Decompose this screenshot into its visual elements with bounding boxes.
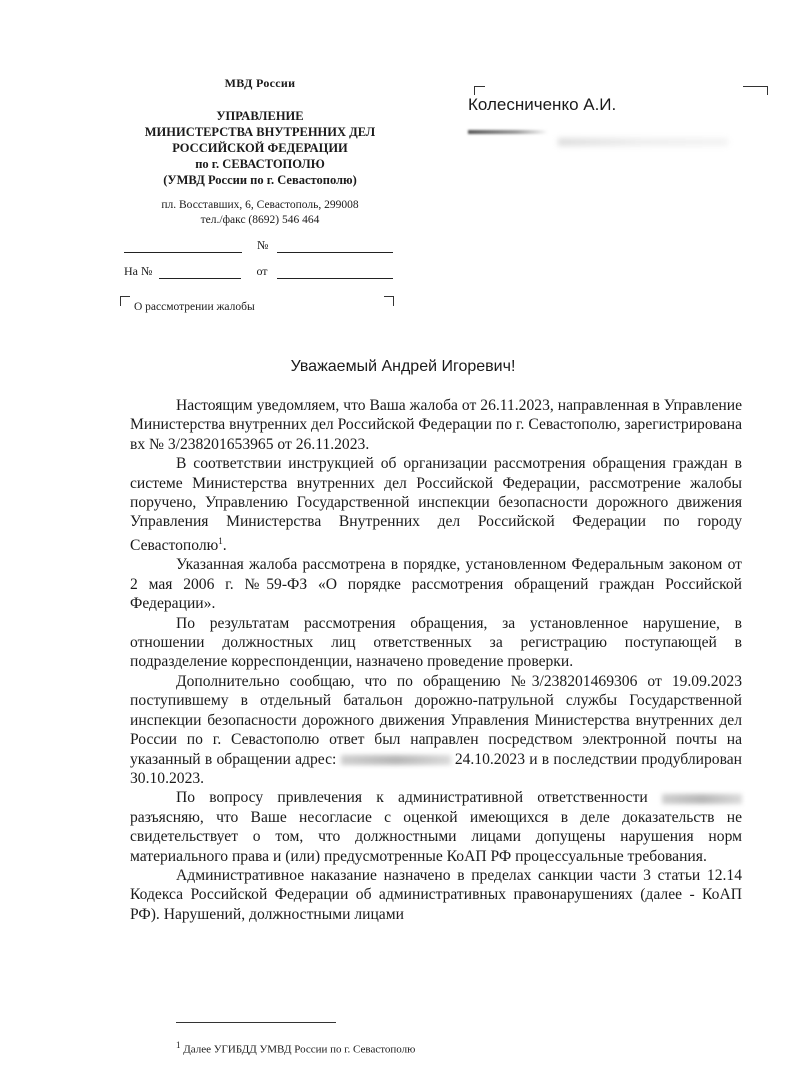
footnote-text: Далее УГИБДД УМВД России по г. Севастополю	[183, 1043, 416, 1056]
corner-mark	[384, 296, 394, 306]
paragraph	[130, 396, 742, 454]
date-blank	[124, 240, 242, 253]
dept-line: (УМВД России по г. Севастополю)	[163, 173, 357, 187]
footnote	[176, 1040, 415, 1056]
paragraph-text: Настоящим уведомляем, что Ваша жалоба от 26.11.2023, направленная в Управление Министерства внутренних дел Российской Федерации по г. Севастополю, зарегистрирована вх № 3/238201653965 от 26.11.2023.	[130, 397, 742, 453]
on-number-label: На №	[124, 264, 153, 278]
department-name	[110, 108, 410, 188]
recipient-block	[468, 86, 768, 156]
paragraph-text: Указанная жалоба рассмотрена в порядке, установленном Федеральным законом от 2 мая 2006 г. №59-ФЗ «О порядке рассмотрения обращений граждан Российской Федерации».	[130, 556, 742, 613]
reference-row	[124, 264, 393, 279]
dept-line: МИНИСТЕРСТВА ВНУТРЕННИХ ДЕЛ	[144, 125, 376, 139]
corner-mark	[474, 86, 485, 95]
on-number-blank	[159, 266, 241, 279]
number-blank	[277, 240, 393, 253]
footnote-divider	[176, 1022, 336, 1023]
corner-mark	[120, 296, 130, 306]
dept-line: РОССИЙСКОЙ ФЕДЕРАЦИИ	[172, 141, 348, 155]
paragraph	[130, 788, 742, 866]
from-date-blank	[277, 266, 393, 279]
from-label: от	[256, 264, 268, 278]
recipient-name: Колесниченко А.И.	[468, 95, 617, 114]
paragraph	[130, 672, 742, 788]
paragraph	[130, 614, 742, 672]
letter-body	[130, 396, 742, 924]
paragraph-text: 24.10.2023 и в последствии продублирован 30.10.2023.	[130, 750, 742, 787]
sender-address	[110, 198, 410, 228]
paragraph-text: В соответствии инструкцией об организации рассмотрения обращения граждан в системе Министерства внутренних дел Российской Федерации, рассмотрение жалобы поручено, Управлению Государственной инспекции безопасности дорожного движения Управления Министерства Внутренних дел Российской Федерации по городу Севастополю	[130, 455, 742, 555]
redacted-case-number	[662, 794, 742, 804]
subject-block	[120, 296, 400, 316]
redacted-address	[468, 130, 548, 134]
registration-number-row	[124, 238, 393, 253]
phone-line: тел./факс (8692) 546 464	[200, 214, 320, 226]
paragraph-text: По вопросу привлечения к административной ответственности	[176, 789, 648, 807]
paragraph-text: По результатам рассмотрения обращения, за установленное нарушение, в отношении должностных лиц ответственных за регистрацию поступающей в подразделение корреспонденции, назначено проведение проверки.	[130, 614, 742, 671]
greeting: Уважаемый Андрей Игоревич!	[290, 358, 516, 375]
dept-line: по г. СЕВАСТОПОЛЮ	[195, 157, 325, 171]
footnote-ref: 1	[218, 535, 223, 546]
redacted-address	[558, 138, 728, 146]
paragraph-text: разъясняю, что Ваше несогласие с оценкой имеющихся в деле доказательств не свидетельствует о том, что должностными лицами допущены нарушения норм материального права и (или) предусмотренные КоАП РФ процессуальные требования.	[130, 808, 742, 865]
number-label: №	[257, 238, 269, 252]
paragraph-text: Административное наказание назначено в пределах санкции части 3 статьи 12.14 Кодекса Российской Федерации об административных правонарушениях (далее - КоАП РФ). Нарушений, должностными лицами	[130, 866, 742, 923]
sender-header	[110, 76, 410, 228]
corner-mark	[743, 86, 768, 95]
address-line: пл. Восставших, 6, Севастополь, 299008	[161, 199, 359, 211]
redacted-email	[341, 755, 451, 765]
footnote-mark: 1	[176, 1040, 181, 1050]
dept-line: УПРАВЛЕНИЕ	[216, 109, 304, 123]
paragraph-text: Дополнительно сообщаю, что по обращению №3/238201469306 от 19.09.2023 поступившему в отдельный батальон дорожно-патрульной службы Государственной инспекции безопасности дорожного движения Управления Министерства внутренних дел России по г. Севастополю ответ был направлен посредством электронной почты на указанный в обращении адрес:	[130, 672, 742, 768]
paragraph	[130, 454, 742, 555]
paragraph	[130, 555, 742, 613]
subject-line: О рассмотрении жалобы	[134, 301, 255, 313]
ministry-title: МВД России	[224, 76, 296, 90]
paragraph	[130, 866, 742, 924]
paragraph-text: .	[222, 537, 227, 555]
